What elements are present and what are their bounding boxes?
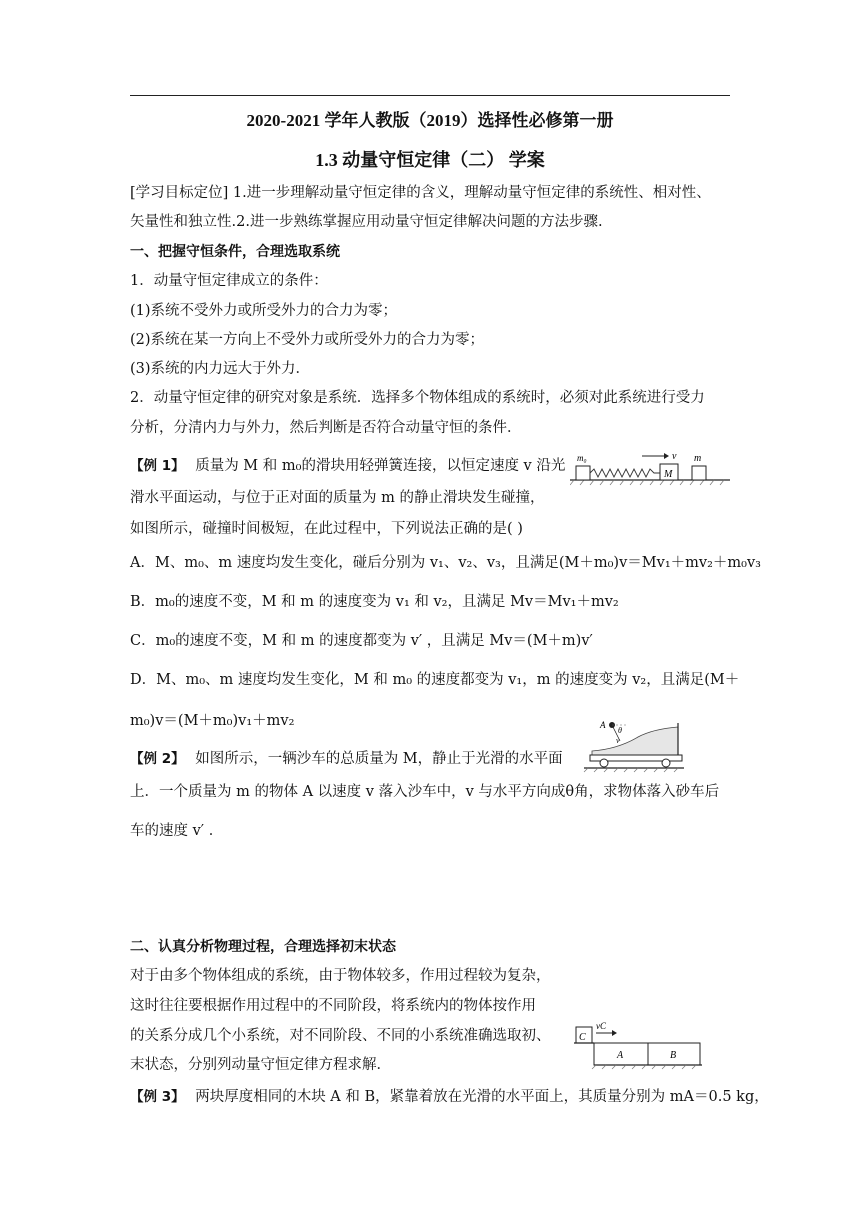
condition-3: (3)系统的内力远大于外力．	[130, 361, 311, 377]
spring-block-figure	[570, 450, 730, 488]
label-block-b: B	[670, 1050, 677, 1061]
option-a: A．M、m₀、m 速度均发生变化，碰后分别为 v₁、v₂、v₃，且满足(M＋m₀)v＝Mv₁＋mv₂＋m₀v₃	[130, 555, 761, 571]
objectives-line-1: [学习目标定位] 1.进一步理解动量守恒定律的含义，理解动量守恒定律的系统性、相对性、	[130, 185, 711, 201]
section-1-point-1: 1．动量守恒定律成立的条件：	[130, 273, 328, 289]
velocity-arrow	[664, 453, 669, 459]
example-2-line-1	[130, 749, 563, 769]
example-1-text-1: 质量为 M 和 m₀的滑块用轻弹簧连接，以恒定速度 v 沿光	[195, 458, 566, 474]
example-2-label: 【例 2】	[130, 751, 185, 767]
document-subtitle: 1.3 动量守恒定律（二） 学案	[315, 150, 545, 170]
example-3-text-1: 两块厚度相同的木块 A 和 B，紧靠着放在光滑的水平面上，其质量分别为 mA＝0.5 kg，	[195, 1089, 769, 1105]
example-1-line-3: 如图所示，碰撞时间极短，在此过程中，下列说法正确的是( )	[130, 521, 523, 537]
section-1-heading: 一、把握守恒条件，合理选取系统	[130, 244, 340, 260]
condition-2: (2)系统在某一方向上不受外力或所受外力的合力为零；	[130, 332, 485, 348]
velocity-arrow-c	[612, 1030, 617, 1036]
cart-wheel-left	[600, 759, 608, 767]
block-m0	[576, 466, 590, 480]
option-d-line-2: m₀)v＝(M＋m₀)v₁＋mv₂	[130, 713, 295, 729]
example-1-label: 【例 1】	[130, 458, 185, 474]
option-d-line-1: D．M、m₀、m 速度均发生变化，M 和 m₀ 的速度都变为 v₁，m 的速度变为 v₂，且满足(M＋	[130, 672, 740, 688]
section-1-point-2-line-2: 分析，分清内力与外力，然后判断是否符合动量守恒的条件．	[130, 420, 522, 436]
block-m	[692, 466, 706, 480]
top-rule	[130, 95, 730, 96]
example-3-line-1	[130, 1087, 769, 1107]
option-c: C．m₀的速度不变，M 和 m 的速度都变为 v′ ，且满足 Mv＝(M＋m)v′	[130, 633, 593, 649]
section-2-line-1: 对于由多个物体组成的系统，由于物体较多，作用过程较为复杂，	[130, 968, 551, 984]
document-title: 2020-2021 学年人教版（2019）选择性必修第一册	[246, 111, 614, 130]
example-2-line-3: 车的速度 v′ ．	[130, 823, 224, 839]
sand	[592, 727, 678, 755]
label-block-a: A	[617, 1050, 624, 1061]
section-1-point-2-line-1: 2．动量守恒定律的研究对象是系统．选择多个物体组成的系统时，必须对此系统进行受力	[130, 390, 705, 406]
example-1-line-1	[130, 456, 565, 476]
label-theta: θ	[618, 726, 622, 735]
blocks-abc-figure	[574, 1013, 704, 1071]
label-m: m	[694, 453, 702, 464]
label-m0: m₀	[577, 453, 587, 463]
section-2-line-2: 这时往往要根据作用过程中的不同阶段，将系统内的物体按作用	[130, 998, 536, 1014]
section-2-line-3: 的关系分成几个小系统，对不同阶段、不同的小系统准确选取初、	[130, 1028, 551, 1044]
label-a: A	[600, 720, 606, 730]
example-1-line-2: 滑水平面运动，与位于正对面的质量为 m 的静止滑块发生碰撞，	[130, 490, 545, 506]
label-vc: vC	[596, 1021, 606, 1031]
section-2-heading: 二、认真分析物理过程，合理选择初末状态	[130, 939, 396, 955]
label-c: C	[579, 1032, 586, 1043]
section-2-line-4: 末状态，分别列动量守恒定律方程求解．	[130, 1057, 391, 1073]
objectives-line-2: 矢量性和独立性.2.进一步熟练掌握应用动量守恒定律解决问题的方法步骤.	[130, 214, 603, 230]
example-2-line-2: 上．一个质量为 m 的物体 A 以速度 v 落入沙车中，v 与水平方向成θ角，求物体落入砂车后	[130, 784, 720, 800]
example-2-text-1: 如图所示，一辆沙车的总质量为 M，静止于光滑的水平面	[195, 751, 563, 767]
option-b: B．m₀的速度不变，M 和 m 的速度变为 v₁ 和 v₂，且满足 Mv＝Mv₁＋mv₂	[130, 594, 619, 610]
label-v: v	[672, 451, 677, 462]
sand-cart-figure	[578, 715, 688, 773]
condition-1: (1)系统不受外力或所受外力的合力为零；	[130, 303, 398, 319]
label-M: M	[664, 469, 673, 480]
label-v2: v	[616, 736, 620, 745]
example-3-label: 【例 3】	[130, 1089, 185, 1105]
cart-wheel-right	[662, 759, 670, 767]
spring	[590, 469, 660, 477]
